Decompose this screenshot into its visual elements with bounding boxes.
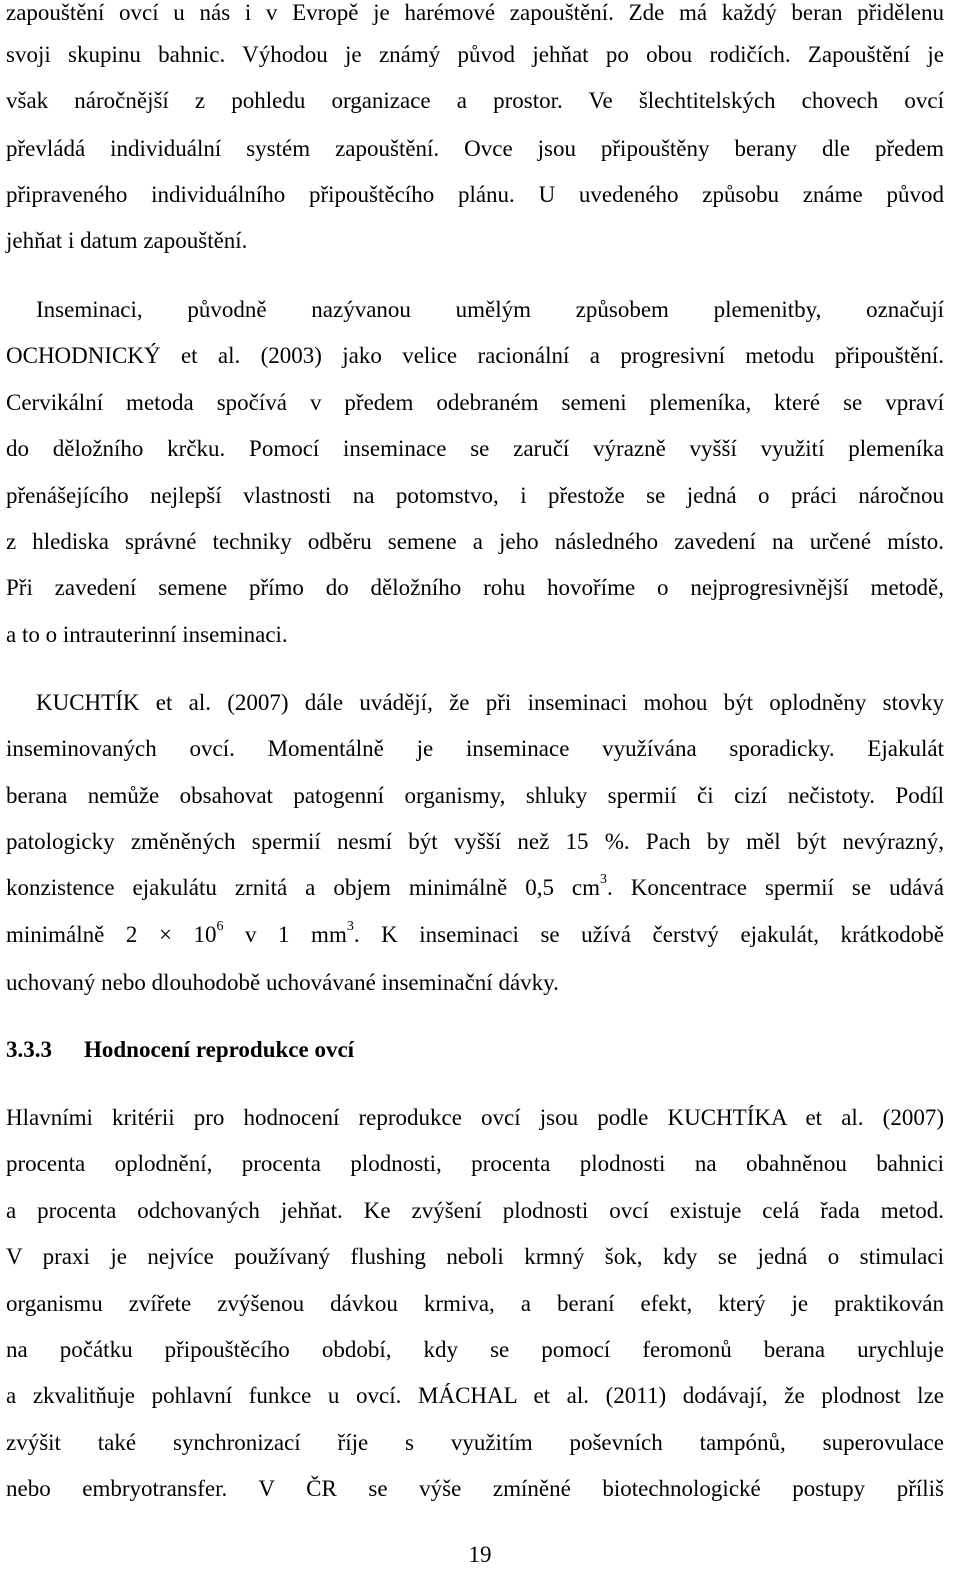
section-number: 3.3.3	[6, 1037, 52, 1062]
text-line: jehňat i datum zapouštění.	[6, 228, 248, 253]
text-line: uchovaný nebo dlouhodobě uchovávané inseminační dávky.	[6, 970, 559, 995]
text-line: připraveného individuálního připouštěcího plánu. U uvedeného způsobu známe původ	[6, 182, 944, 207]
section-heading	[6, 1035, 354, 1065]
superscript: 3	[600, 872, 608, 888]
text-segment: konzistence ejakulátu zrnitá a objem minimálně 0,5 cm	[6, 875, 601, 900]
text-line: procenta oplodnění, procenta plodnosti, procenta plodnosti na obahněnou bahnici	[6, 1151, 944, 1176]
text-line: Inseminaci, původně nazývanou umělým způsobem plemenitby, označují	[36, 297, 944, 322]
text-line: zapouštění ovcí u nás i v Evropě je harémové zapouštění. Zde má každý beran přidělenu	[6, 0, 944, 25]
text-line: inseminovaných ovcí. Momentálně je inseminace využívána sporadicky. Ejakulát	[6, 736, 944, 761]
text-line: na počátku připouštěcího období, kdy se pomocí feromonů berana urychluje	[6, 1337, 944, 1362]
text-line: a to o intrauterinní inseminaci.	[6, 622, 288, 647]
text-segment: v 1 mm	[223, 922, 347, 947]
text-line: svoji skupinu bahnic. Výhodou je známý původ jehňat po obou rodičích. Zapouštění je	[6, 42, 944, 67]
text-line	[6, 920, 944, 950]
section-title: Hodnocení reprodukce ovcí	[84, 1037, 355, 1062]
text-line: patologicky změněných spermií nesmí být vyšší než 15 %. Pach by měl být nevýrazný,	[6, 829, 944, 854]
text-line: zvýšit také synchronizací říje s využitím poševních tampónů, superovulace	[6, 1430, 944, 1455]
text-line: přenášejícího nejlepší vlastnosti na potomstvo, i přestože se jedná o práci náročnou	[6, 483, 944, 508]
text-line: organismu zvířete zvýšenou dávkou krmiva, a beraní efekt, který je praktikován	[6, 1291, 944, 1316]
text-segment: . K inseminaci se užívá čerstvý ejakulát, krátkodobě	[353, 922, 944, 947]
text-line: V praxi je nejvíce používaný flushing neboli krmný šok, kdy se jedná o stimulaci	[6, 1244, 944, 1269]
page-number: 19	[468, 1542, 492, 1567]
text-line: však náročnější z pohledu organizace a prostor. Ve šlechtitelských chovech ovcí	[6, 88, 944, 113]
text-line: a zkvalitňuje pohlavní funkce u ovcí. MÁCHAL et al. (2011) dodávají, že plodnost lze	[6, 1383, 944, 1408]
text-line: z hlediska správné techniky odběru semene a jeho následného zavedení na určené místo.	[6, 529, 944, 554]
text-line: Cervikální metoda spočívá v předem odebraném semeni plemeníka, které se vpraví	[6, 390, 944, 415]
text-line: Hlavními kritérii pro hodnocení reprodukce ovcí jsou podle KUCHTÍKA et al. (2007)	[6, 1105, 944, 1130]
text-line: a procenta odchovaných jehňat. Ke zvýšení plodnosti ovcí existuje celá řada metod.	[6, 1198, 944, 1223]
text-line: berana nemůže obsahovat patogenní organismy, shluky spermií či cizí nečistoty. Podíl	[6, 783, 944, 808]
text-line: nebo embryotransfer. V ČR se výše zmíněné biotechnologické postupy příliš	[6, 1476, 944, 1501]
text-line: Při zavedení semene přímo do děložního rohu hovoříme o nejprogresivnější metodě,	[6, 575, 944, 600]
superscript: 6	[216, 919, 224, 935]
text-segment: minimálně 2 × 10	[6, 922, 217, 947]
text-line: do děložního krčku. Pomocí inseminace se zaručí výrazně vyšší využití plemeníka	[6, 436, 944, 461]
text-line: KUCHTÍK et al. (2007) dále uvádějí, že při inseminaci mohou být oplodněny stovky	[36, 690, 944, 715]
text-segment: . Koncentrace spermií se udává	[607, 875, 944, 900]
text-line: OCHODNICKÝ et al. (2003) jako velice racionální a progresivní metodu připouštění.	[6, 343, 944, 368]
superscript: 3	[346, 919, 354, 935]
text-line	[6, 873, 944, 903]
text-line: převládá individuální systém zapouštění. Ovce jsou připouštěny berany dle předem	[6, 136, 944, 161]
